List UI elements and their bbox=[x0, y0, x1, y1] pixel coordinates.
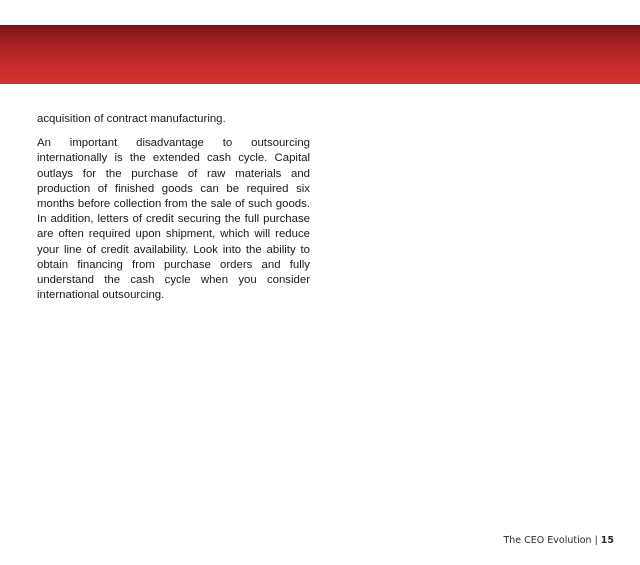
book-title: The CEO Evolution bbox=[503, 535, 592, 546]
paragraph-outsourcing-disadvantage: An important disadvantage to outsourcing internationally is the extended cash cycle. Capital outlays for the purchase of raw materials and production of finished goods can be required six months before collection from the sale of such goods. In addition, letters of credit securing the full purchase are often required upon shipment, which will reduce your line of credit availability. Look into the ability to obtain financing from purchase orders and fully understand the cash cycle when you consider international outsourcing. bbox=[37, 137, 310, 302]
page-footer bbox=[503, 535, 614, 546]
page-number: 15 bbox=[600, 535, 614, 546]
paragraph-continuation: acquisition of contract manufacturing. bbox=[37, 113, 226, 125]
footer-separator: | bbox=[594, 535, 598, 546]
header-band bbox=[0, 25, 640, 84]
body-text bbox=[37, 112, 310, 303]
